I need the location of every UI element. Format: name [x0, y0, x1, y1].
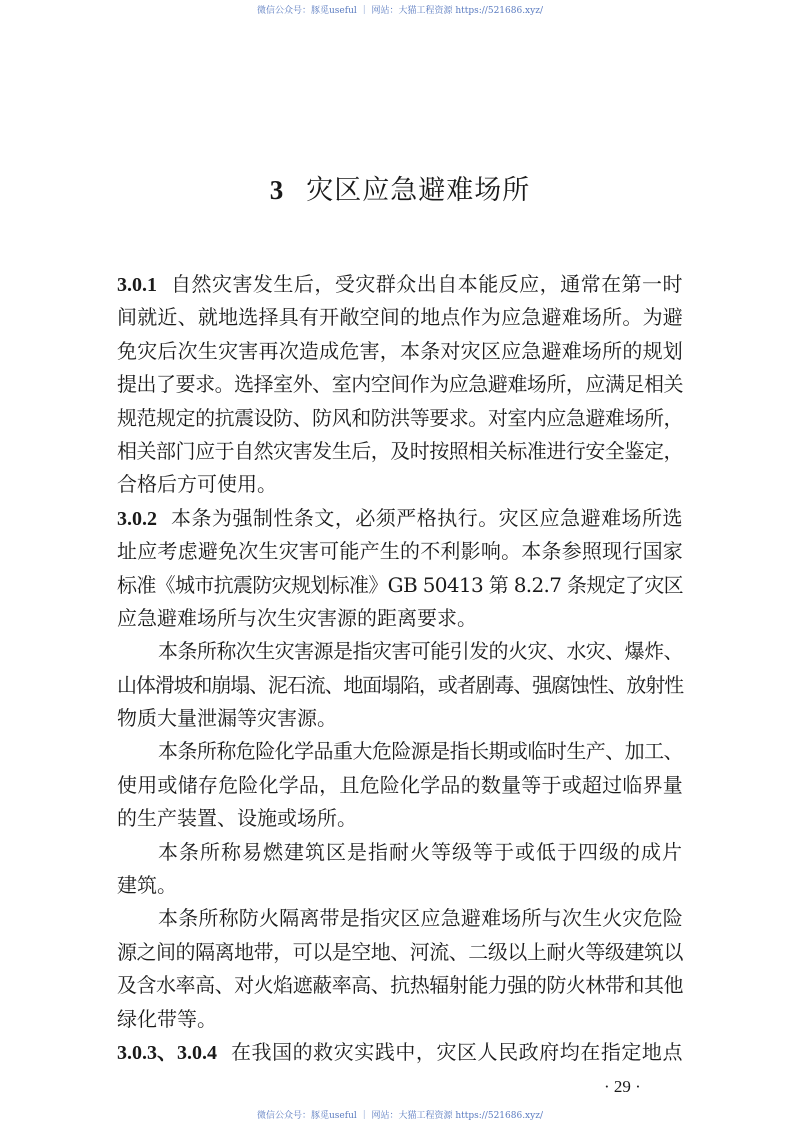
page-number: · 29 ·	[604, 1077, 641, 1096]
line-text: 源之间的隔离地带，可以是空地、河流、二级以上耐火等级建筑以	[117, 939, 683, 964]
line-text: 山体滑坡和崩塌、泥石流、地面塌陷，或者剧毒、强腐蚀性、放射性	[117, 672, 683, 697]
text-line	[117, 769, 683, 802]
watermark-footer: 微信公众号：豚觅useful ｜ 网站：大猫工程资源 https://521686.xyz/	[257, 1111, 543, 1121]
text-line	[117, 569, 683, 602]
line-text: 绿化带等。	[117, 1006, 217, 1031]
text-line	[117, 802, 683, 835]
line-text: 使用或储存危险化学品，且危险化学品的数量等于或超过临界量	[117, 772, 683, 797]
text-line	[117, 335, 683, 368]
clause-number: 3.0.2	[117, 507, 157, 530]
text-line	[117, 1036, 683, 1069]
watermark-header: 微信公众号：豚觅useful ｜ 网站：大猫工程资源 https://521686.xyz/	[257, 6, 543, 16]
chapter-number: 3	[269, 175, 285, 205]
line-text: 本条为强制性条文，必须严格执行。灾区应急避难场所选	[171, 505, 683, 530]
text-line	[117, 969, 683, 1002]
text-line	[117, 702, 683, 735]
clause-number: 3.0.1	[117, 274, 157, 296]
line-text: 间就近、就地选择具有开敞空间的地点作为应急避难场所。为避	[117, 305, 683, 330]
text-line	[117, 468, 683, 501]
line-text: 免灾后次生灾害再次造成危害，本条对灾区应急避难场所的规划	[117, 338, 683, 363]
text-line	[117, 635, 683, 668]
text-line	[117, 735, 683, 768]
clause-number: 3.0.3、3.0.4	[117, 1041, 217, 1064]
text-line	[117, 268, 683, 301]
line-text: 标准《城市抗震防灾规划标准》GB 50413 第 8.2.7 条规定了灾区	[117, 572, 683, 597]
text-line	[117, 669, 683, 702]
text-line	[117, 435, 683, 468]
chapter-title: 灾区应急避难场所	[306, 175, 531, 206]
line-text: 建筑。	[117, 873, 177, 898]
line-text: 在我国的救灾实践中，灾区人民政府均在指定地点	[231, 1039, 683, 1064]
line-text: 相关部门应于自然灾害发生后，及时按照相关标准进行安全鉴定，	[117, 438, 683, 463]
text-line	[117, 368, 683, 401]
chapter-heading	[0, 172, 800, 209]
text-line	[117, 869, 683, 902]
body-text	[117, 268, 683, 1069]
text-line	[117, 502, 683, 535]
text-line	[117, 535, 683, 568]
text-line	[117, 936, 683, 969]
text-line	[117, 1003, 683, 1036]
text-line	[117, 602, 683, 635]
line-text: 址应考虑避免次生灾害可能产生的不利影响。本条参照现行国家	[117, 539, 683, 564]
line-text: 及含水率高、对火焰遮蔽率高、抗热辐射能力强的防火林带和其他	[117, 973, 683, 998]
text-line	[117, 402, 683, 435]
line-text: 自然灾害发生后，受灾群众出自本能反应，通常在第一时	[171, 272, 683, 296]
line-text: 本条所称危险化学品重大危险源是指长期或临时生产、加工、	[158, 739, 683, 764]
line-text: 应急避难场所与次生灾害源的距离要求。	[117, 605, 477, 630]
line-text: 本条所称防火隔离带是指灾区应急避难场所与次生火灾危险	[158, 906, 683, 931]
text-line	[117, 836, 683, 869]
line-text: 物质大量泄漏等灾害源。	[117, 706, 337, 731]
line-text: 本条所称易燃建筑区是指耐火等级等于或低于四级的成片	[158, 839, 683, 864]
line-text: 的生产装置、设施或场所。	[117, 806, 357, 831]
line-text: 本条所称次生灾害源是指灾害可能引发的火灾、水灾、爆炸、	[158, 639, 683, 664]
line-text: 规范规定的抗震设防、防风和防洪等要求。对室内应急避难场所，	[117, 405, 683, 430]
line-text: 提出了要求。选择室外、室内空间作为应急避难场所，应满足相关	[117, 372, 683, 397]
text-line	[117, 902, 683, 935]
line-text: 合格后方可使用。	[117, 472, 277, 497]
text-line	[117, 301, 683, 334]
